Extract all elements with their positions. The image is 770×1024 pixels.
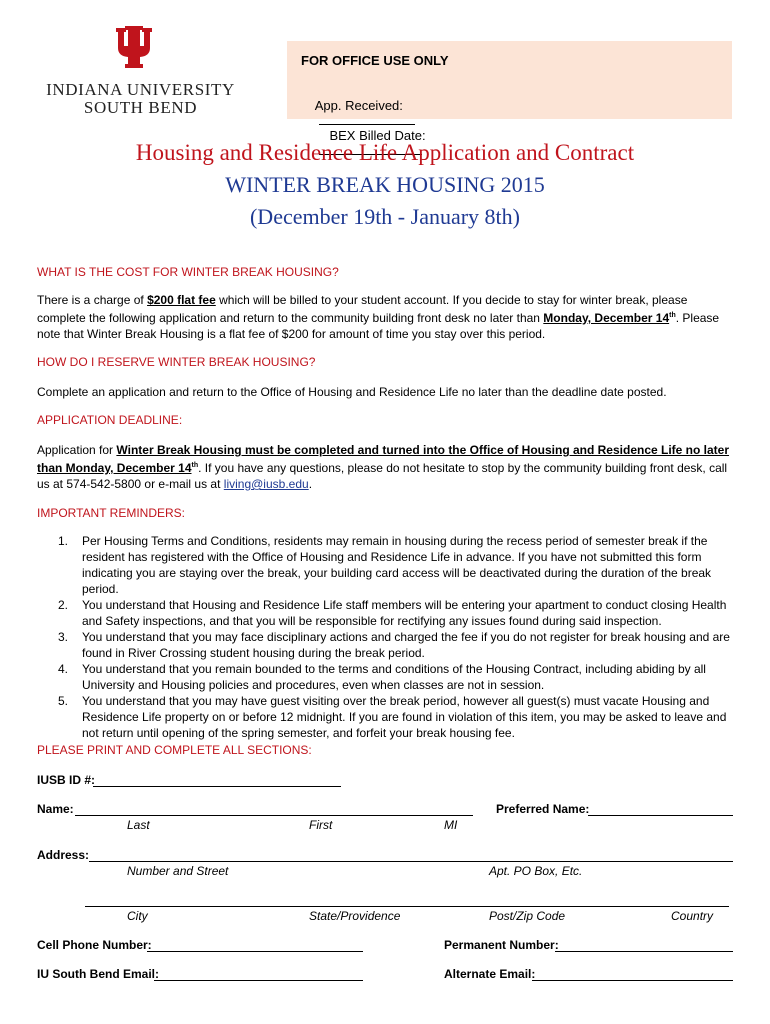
list-item-text: You understand that Housing and Residence Life staff members will be entering your apartment to conduct closing Health and Safety inspections, and that you will be responsible for rectifying any issues found during said inspection. [82, 598, 727, 628]
country-caption: Country [671, 909, 714, 923]
preferred-name-field[interactable] [588, 815, 733, 816]
iusb-id-field[interactable] [93, 786, 341, 787]
deadline-text-1: Application for [37, 443, 117, 457]
app-received-field[interactable] [319, 124, 415, 125]
address-label: Address: [37, 848, 90, 862]
state-caption: State/Providence [309, 909, 401, 923]
cost-fee: $200 flat fee [147, 293, 216, 307]
cost-text-2: which will be billed to your student account. If you decide to stay for winter break, please complete the following application and return to the community building front desk no later than [37, 293, 688, 325]
cost-deadline-sup: th [669, 312, 676, 319]
logo-campus-name: SOUTH BEND [83, 98, 198, 117]
list-item-number: 4. [58, 662, 69, 676]
apt-caption: Apt. PO Box, Etc. [489, 864, 583, 878]
list-item-number: 1. [58, 534, 69, 548]
name-label: Name: [37, 802, 74, 816]
address-street-field[interactable] [89, 861, 733, 862]
form-dates: (December 19th - January 8th) [249, 204, 520, 229]
cell-phone-field[interactable] [147, 951, 363, 952]
list-item-number: 3. [58, 630, 69, 644]
list-item-text: You understand that you remain bounded to the terms and conditions of the Housing Contract, including abiding by all University and Housing policies and procedures, even when classes are not in session. [82, 662, 706, 692]
number-street-caption: Number and Street [127, 864, 229, 878]
permanent-number-label: Permanent Number: [444, 938, 559, 952]
list-item [37, 693, 737, 741]
email-link[interactable]: living@iusb.edu [223, 477, 309, 491]
cost-text-1: There is a charge of [37, 293, 148, 307]
form-heading: PLEASE PRINT AND COMPLETE ALL SECTIONS: [37, 743, 312, 757]
iusb-email-label: IU South Bend Email: [37, 967, 160, 981]
city-caption: City [127, 909, 148, 923]
reserve-paragraph: Complete an application and return to the Office of Housing and Residence Life no later than the deadline date posted. [37, 385, 667, 399]
deadline-paragraph [37, 442, 737, 492]
iusb-id-label: IUSB ID #: [37, 773, 96, 787]
list-item [37, 597, 737, 629]
postal-caption: Post/Zip Code [489, 909, 566, 923]
list-item-number: 2. [58, 598, 69, 612]
deadline-text-2: . If you have any questions, please do not hesitate to stop by the community building front desk, call us at 574-542-5800 or e-mail us at [37, 461, 728, 491]
list-item-text: You understand that you may have guest visiting over the break period, however all guest(s) must vacate Housing and Residence Life property on or before 12 midnight. If you are found in violation of this item, you may be asked to leave and not return until opening of the spring semester, and forfeit your break housing fee. [82, 694, 727, 740]
reserve-heading: HOW DO I RESERVE WINTER BREAK HOUSING? [37, 355, 316, 369]
form-title: Housing and Residence Life Application and Contract [135, 140, 635, 165]
last-name-caption: Last [127, 818, 150, 832]
deadline-heading: APPLICATION DEADLINE: [37, 413, 183, 427]
iusb-email-field[interactable] [154, 980, 363, 981]
cost-paragraph [37, 292, 737, 342]
address-city-field[interactable] [85, 906, 729, 907]
first-name-caption: First [309, 818, 333, 832]
reminders-heading: IMPORTANT REMINDERS: [37, 506, 186, 520]
deadline-sup: th [191, 462, 199, 469]
list-item-number: 5. [58, 694, 69, 708]
deadline-text-3: . [308, 477, 313, 491]
reminders-list [37, 533, 737, 741]
app-received-label: App. Received: [314, 98, 403, 113]
alternate-email-label: Alternate Email: [444, 967, 536, 981]
cell-phone-label: Cell Phone Number: [37, 938, 152, 952]
cost-text-3: . Please note that Winter Break Housing is a flat fee of $200 for amount of time you stay over this period. [37, 311, 720, 341]
alternate-email-field[interactable] [532, 980, 733, 981]
list-item-text: You understand that you may face disciplinary actions and charged the fee if you do not register for break housing and are found in River Crossing student housing during the break period. [82, 630, 730, 660]
list-item [37, 661, 737, 693]
cost-heading: WHAT IS THE COST FOR WINTER BREAK HOUSING? [37, 265, 339, 279]
cost-deadline: Monday, December 14 [543, 311, 670, 325]
permanent-number-field[interactable] [555, 951, 733, 952]
logo-university-name: INDIANA UNIVERSITY [46, 80, 235, 99]
list-item-text: Per Housing Terms and Conditions, residents may remain in housing during the recess period of semester break if the resident has registered with the Office of Housing and Residence Life in advance. If you have not submitted this form indicating you are staying over the break, your building card access will be deactivated during the duration of the break period. [82, 534, 712, 596]
form-subtitle: WINTER BREAK HOUSING 2015 [225, 172, 545, 197]
list-item [37, 629, 737, 661]
office-use-box [287, 41, 732, 143]
list-item [37, 533, 737, 597]
preferred-name-label: Preferred Name: [496, 802, 590, 816]
iu-trident-icon [112, 26, 156, 68]
middle-initial-caption: MI [444, 818, 458, 832]
deadline-bold: Winter Break Housing must be completed and turned into the Office of Housing and Residence Life no later than Monday, December 14 [37, 443, 730, 475]
office-use-title: FOR OFFICE USE ONLY [301, 53, 449, 68]
bex-billed-label: BEX Billed Date: [329, 128, 426, 143]
name-field[interactable] [75, 815, 473, 816]
